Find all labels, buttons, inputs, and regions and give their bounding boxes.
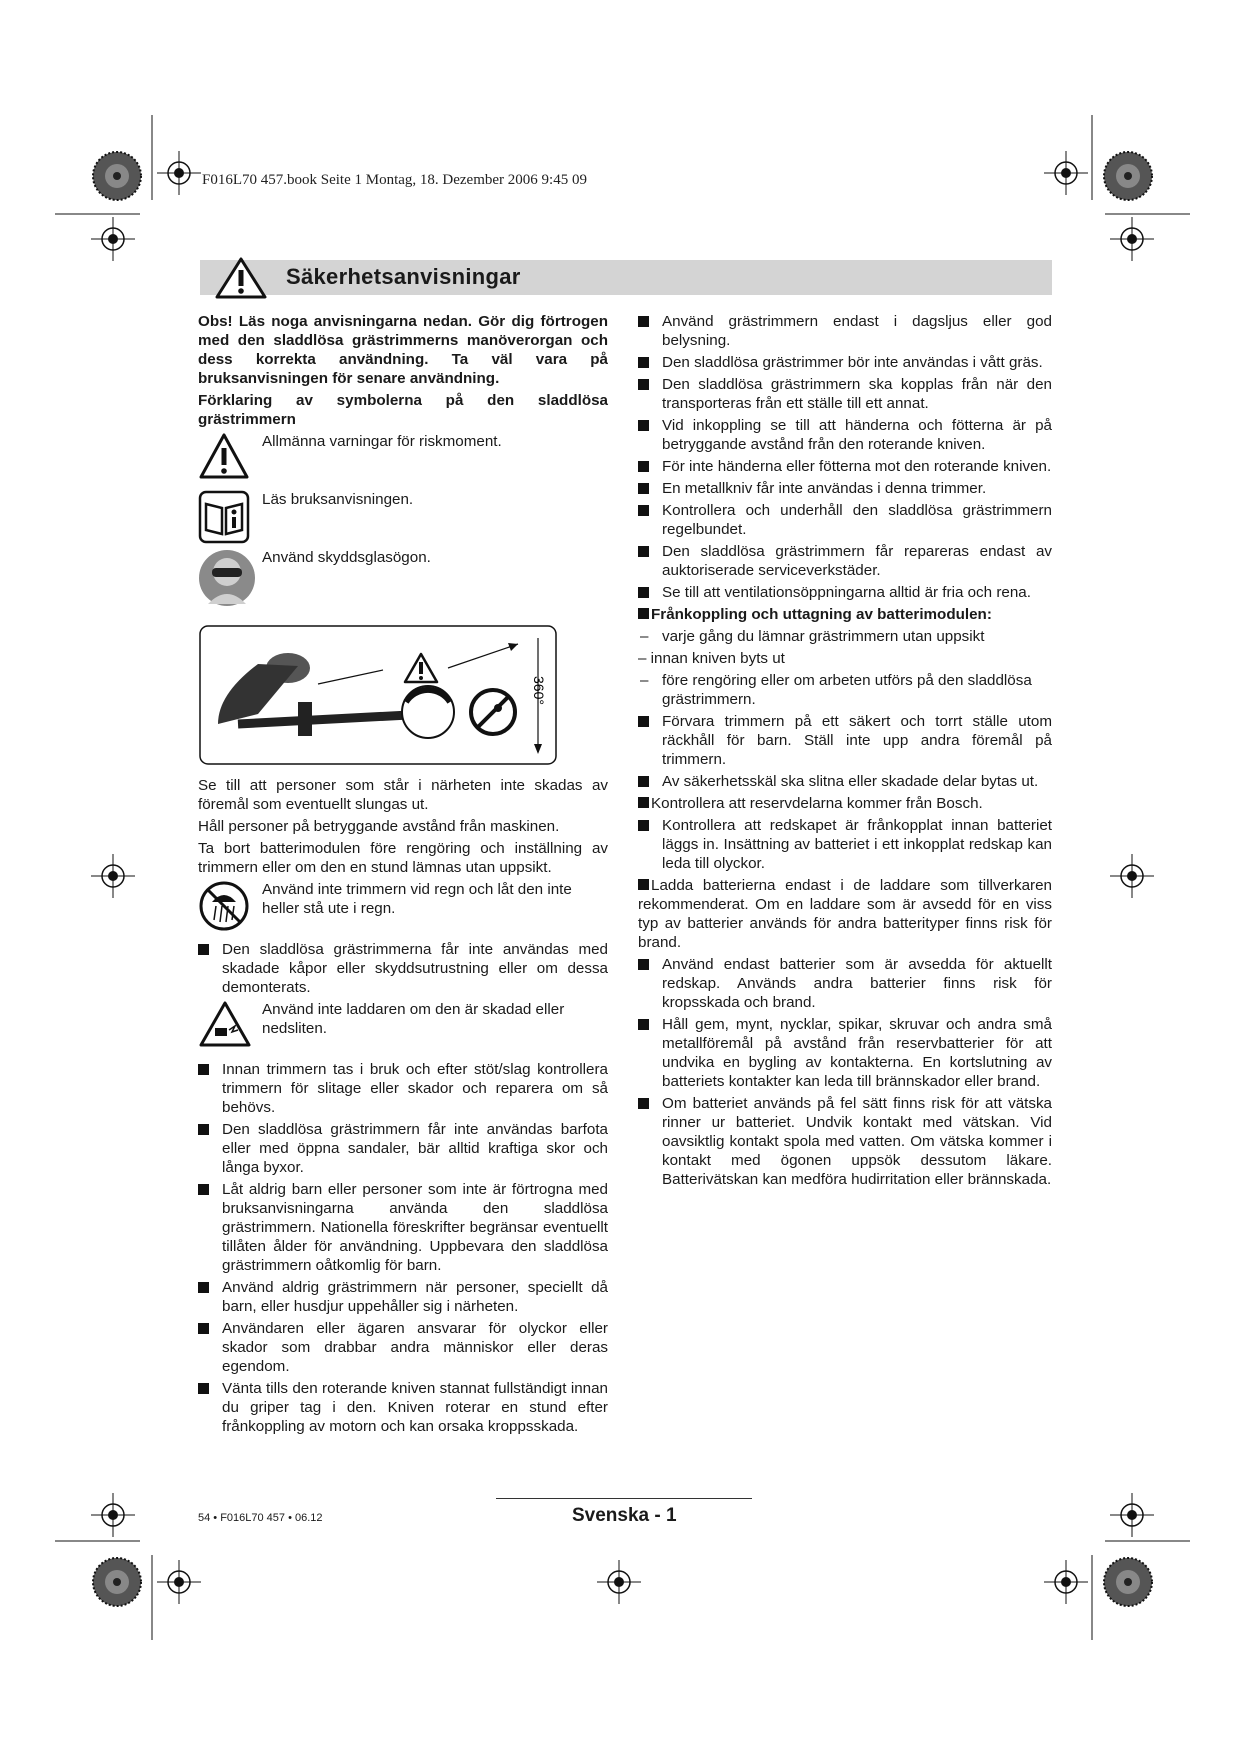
battery-removal-heading: Frånkoppling och uttagning av batterimodulen: — [638, 605, 1052, 624]
list-item: Kontrollera och underhåll den sladdlösa grästrimmern regelbundet. — [638, 501, 1052, 539]
list-item: Förvara trimmern på ett säkert och torrt ställe utom räckhåll för barn. Ställ inte upp andra föremål på trimmern. — [638, 712, 1052, 769]
paragraph-distance: Håll personer på betryggande avstånd från maskinen. — [198, 818, 560, 835]
list-item: Kontrollera att redskapet är frånkopplat innan batteriet läggs in. Insättning av batteriet i ett inkopplat redskap kan leda till olyckor. — [638, 816, 1052, 873]
print-header: F016L70 457.book Seite 1 Montag, 18. Dezember 2006 9:45 09 — [202, 172, 587, 188]
list-item: Låt aldrig barn eller personer som inte är förtrogna med bruksanvisningarna använda den sladdlösa grästrimmern. Nationella föreskrifter begränsar eventuellt tillåten ålder för användning. Uppbevara den sladdlösa grästrimmern oåtkomlig för barn. — [198, 1180, 608, 1275]
symbol-row-goggles — [198, 548, 608, 618]
list-item: Kontrollera att reservdelarna kommer från Bosch. — [638, 794, 1052, 813]
list-item: Den sladdlösa grästrimmern får inte användas barfota eller med öppna sandaler, bär alltid kraftiga skor och långa byxor. — [198, 1120, 608, 1177]
list-item: Innan trimmern tas i bruk och efter stöt/slag kontrollera trimmern för slitage eller skador och reparera om så behövs. — [198, 1060, 608, 1117]
list-item: Vänta tills den roterande kniven stannat fullständigt innan du griper tag i den. Kniven roterar en stund efter frånkoppling av motorn och kan orsaka kroppsskada. — [198, 1379, 608, 1436]
list-item: Använd aldrig grästrimmern när personer, speciellt då barn, eller husdjur uppehåller sig i närheten. — [198, 1278, 608, 1316]
symbol-manual-text: Läs bruksanvisningen. — [262, 491, 414, 508]
list-item: Användaren eller ägaren ansvarar för olyckor eller skador som drabbar andra människor eller deras egendom. — [198, 1319, 608, 1376]
dash-item: – varje gång du lämnar grästrimmern utan uppsikt — [640, 628, 985, 645]
list-item: Använd grästrimmern endast i dagsljus eller god belysning. — [638, 312, 1052, 350]
symbol-warning-text: Allmänna varningar för riskmoment. — [262, 433, 502, 450]
symbol-row-charger — [198, 1000, 608, 1058]
list-item: Håll gem, mynt, nycklar, spikar, skruvar och andra små metallföremål på avstånd från reservbatterier för att undvika en bygling av kontakterna. En kortslutning av batteriets kontakter kan leda till brännskador eller brand. — [638, 1015, 1052, 1091]
page-title: Säkerhetsanvisningar — [286, 264, 521, 289]
footer-page-label: Svenska - 1 — [572, 1505, 677, 1526]
list-item: Den sladdlösa grästrimmern ska kopplas från när den transporteras från ett ställe till ett annat. — [638, 375, 1052, 413]
read-manual-icon — [198, 490, 250, 544]
figure-angle-label: 360° — [531, 676, 547, 705]
list-item: Se till att ventilationsöppningarna alltid är fria och rena. — [638, 583, 1052, 602]
intro-paragraph: Obs! Läs noga anvisningarna nedan. Gör dig förtrogen med den sladdlösa grästrimmerns manöverorgan och dess korrekta användning. Ta väl vara på bruksanvisningen för senare användning. — [198, 313, 608, 387]
symbol-row-warning — [198, 432, 608, 488]
trimmer-safety-figure — [198, 624, 560, 768]
symbol-row-manual — [198, 490, 608, 546]
footer-doc-code: 54 • F016L70 457 • 06.12 — [198, 1512, 323, 1524]
no-rain-icon — [198, 880, 250, 932]
symbol-row-rain — [198, 880, 608, 938]
paragraph-remove-battery: Ta bort batterimodulen före rengöring och inställning av trimmern eller om den en stund lämnas utan uppsikt. — [198, 840, 608, 876]
list-item: Den sladdlösa grästrimmern får repareras endast av auktoriserade serviceverkstäder. — [638, 542, 1052, 580]
list-item: Den sladdlösa grästrimmerna får inte användas med skadade kåpor eller skyddsutrustning eller om dessa demonterats. — [198, 940, 608, 997]
right-column — [638, 312, 1052, 1192]
warning-triangle-icon — [214, 256, 268, 300]
list-item: Ladda batterierna endast i de laddare som tillverkaren rekommenderat. Om en laddare som är avsedd för en viss typ av batterier används för andra batterityper finns risk för brand. — [638, 877, 1052, 951]
charger-warning-icon — [198, 1000, 252, 1048]
footer-rule — [496, 1498, 752, 1499]
symbol-charger-text: Använd inte laddaren om den är skadad eller nedsliten. — [262, 1001, 565, 1037]
paragraph-projectiles: Se till att personer som står i närheten inte skadas av föremål som eventuellt slungas ut. — [198, 777, 608, 813]
list-item: Vid inkoppling se till att händerna och fötterna är på betryggande avstånd från den roterande kniven. — [638, 416, 1052, 454]
symbol-goggles-text: Använd skyddsglasögon. — [262, 549, 431, 566]
list-item: För inte händerna eller fötterna mot den roterande kniven. — [638, 457, 1052, 476]
dash-item: – före rengöring eller om arbeten utförs på den sladdlösa grästrimmern. — [640, 672, 1032, 708]
list-item: Om batteriet används på fel sätt finns risk för att vätska rinner ur batteriet. Undvik kontakt med vätskan. Vid oavsiktlig kontakt spola med vatten. Om vätska kommer i kontakt med ögonen uppsök dessutom läkare. Batterivätskan kan medföra hudirritation eller brännskada. — [638, 1094, 1052, 1189]
list-item: En metallkniv får inte användas i denna trimmer. — [638, 479, 1052, 498]
symbols-heading: Förklaring av symbolerna på den sladdlösa grästrimmern — [198, 392, 608, 428]
left-column — [198, 312, 608, 1439]
dash-item: – innan kniven byts ut — [638, 650, 785, 667]
safety-goggles-icon — [198, 548, 256, 608]
list-item: Av säkerhetsskäl ska slitna eller skadade delar bytas ut. — [638, 772, 1052, 791]
list-item: Använd endast batterier som är avsedda för aktuellt redskap. Används andra batterier finns risk för kropsskada och brand. — [638, 955, 1052, 1012]
list-item: Den sladdlösa grästrimmer bör inte användas i vått gräs. — [638, 353, 1052, 372]
warning-triangle-icon — [198, 432, 250, 480]
section-title-bar — [200, 260, 1052, 295]
symbol-rain-text: Använd inte trimmern vid regn och låt den inte heller stå ute i regn. — [262, 881, 572, 917]
